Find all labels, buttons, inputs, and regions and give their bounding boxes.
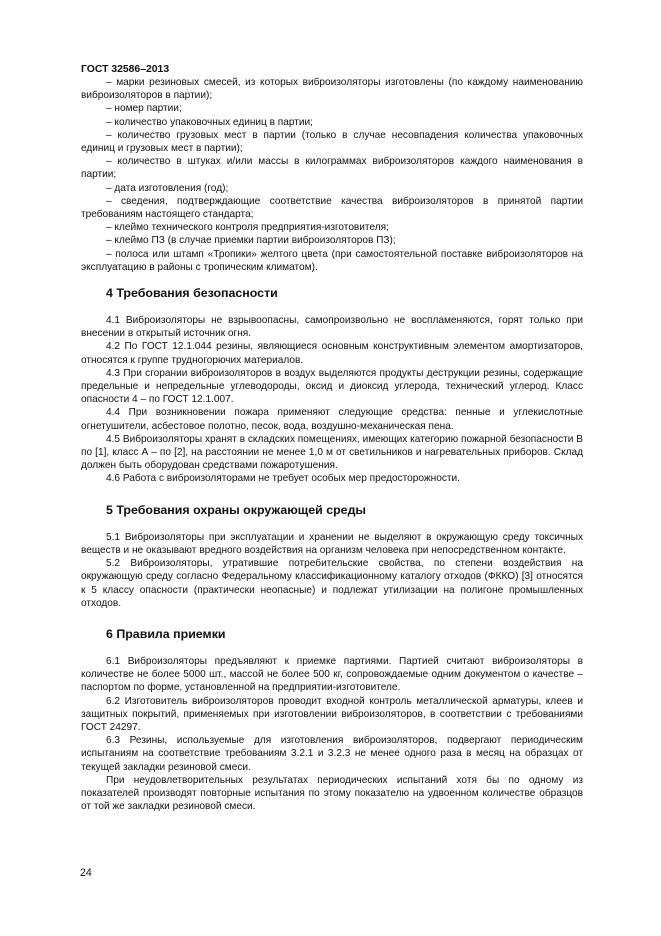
document-code: ГОСТ 32586–2013 [81,64,170,75]
section-6-body [81,655,583,813]
marking-item: – количество грузовых мест в партии (только в случае несовпадения количества упаковочных единиц и грузовых мест в партии); [81,129,583,155]
paragraph: 6.1 Виброизоляторы предъявляют к приемке партиями. Партией считают виброизоляторы в количестве не более 5000 шт., массой не более 500 кг, сопровождаемые одним документом о качестве – паспортом по форме, установленной на предприятии-изготовителе. [81,655,583,694]
paragraph: 5.2 Виброизоляторы, утратившие потребительские свойства, по степени воздействия на окружающую среду согласно Федеральному классификационному каталогу отходов (ФККО) [3] относятся к 5 классу опасности (практически неопасные) и подлежат утилизации на полигоне промышленных отходов. [81,558,583,609]
paragraph: 4.5 Виброизоляторы хранят в складских помещениях, имеющих категорию пожарной безопасности В по [1], класс А – по [2], на расстоянии не менее 1,0 м от светильников и нагревательных приборов. Склад должен быть оборудован средствами пожаротушения. [81,433,583,472]
page-number: 24 [80,867,92,879]
paragraph: 4.1 Виброизоляторы не взрывоопасны, самопроизвольно не воспламеняются, горят только при внесении в открытый источник огня. [81,315,583,340]
marking-item: – количество в штуках и/или массы в килограммах виброизоляторов каждого наименования в партии; [81,156,583,181]
paragraph: 5.1 Виброизоляторы при эксплуатации и хранении не выделяют в окружающую среду токсичных веществ и не оказывают вредного воздействия на организм человека при непосредственном контакте. [81,531,583,556]
section-5-body [81,531,583,610]
marking-item: – номер партии; [106,103,182,115]
paragraph: При неудовлетворительных результатах периодических испытаний хотя бы по одному из показателей производят повторные испытания по этому показателю на удвоенном количестве образцов от той же закладки резиновой смеси. [81,774,583,813]
marking-item: – клеймо ПЗ (в случае приемки партии виброизоляторов ПЗ); [106,235,396,247]
paragraph: 4.2 По ГОСТ 12.1.044 резины, являющиеся основным конструктивным элементом амортизаторов, относятся к группе трудногорючих материалов. [81,341,583,366]
marking-item: – полоса или штамп «Тропики» желтого цвета (при самостоятельной поставке виброизоляторов на эксплуатацию в районы с тропическим климатом). [81,248,583,273]
paragraph: 4.6 Работа с виброизоляторами не требует особых мер предосторожности. [106,473,460,485]
marking-list [81,76,583,274]
section-4-heading: 4 Требования безопасности [106,286,278,301]
section-4-body [81,314,583,486]
marking-item: – клеймо технического контроля предприятия-изготовителя; [106,222,389,234]
paragraph: 6.2 Изготовитель виброизоляторов проводит входной контроль металлической арматуры, клеев и защитных покрытий, применяемых при изготовлении виброизоляторов, в соответствии с требованиями ГОСТ 24297. [81,695,583,733]
section-5-heading: 5 Требования охраны окружающей среды [106,502,367,517]
section-6-heading: 6 Правила приемки [106,626,226,641]
marking-item: – марки резиновых смесей, из которых виброизоляторы изготовлены (по каждому наименованию виброизоляторов в партии); [81,77,583,102]
paragraph: 6.3 Резины, используемые для изготовления виброизоляторов, подвергают периодическим испытаниям на соответствие требованиям 3.2.1 и 3.2.3 не менее одного раза в месяц на образцах от текущей закладки резиновой смеси. [81,735,583,773]
paragraph: 4.3 При сгорании виброизоляторов в воздух выделяются продукты деструкции резины, содержащие предельные и непредельные углеводороды, оксид и диоксид углерода, технический углерод. Класс опасности 4 – по ГОСТ 12.1.007. [81,367,583,406]
document-body [81,76,583,813]
paragraph: 4.4 При возникновении пожара применяют следующие средства: пенные и углекислотные огнетушители, асбестовое полотно, песок, вода, воздушно-механическая пена. [81,407,583,432]
marking-item: – количество упаковочных единиц в партии; [106,116,313,128]
marking-item: – сведения, подтверждающие соответствие качества виброизоляторов в принятой партии требованиям настоящего стандарта; [81,195,583,221]
marking-item: – дата изготовления (год); [106,182,229,194]
